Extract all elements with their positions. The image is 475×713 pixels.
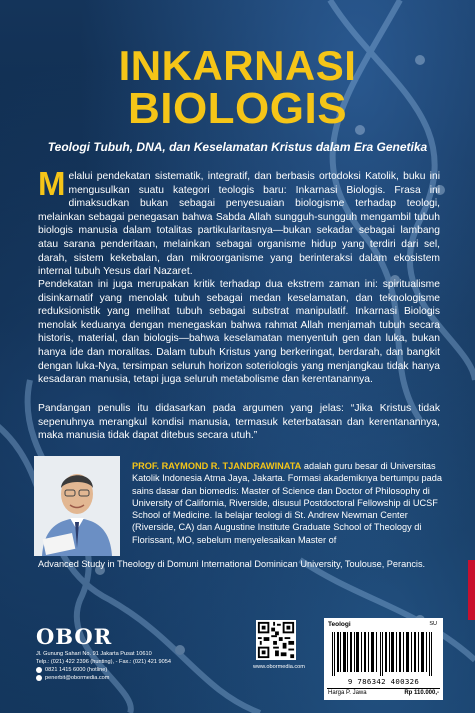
mail-icon	[36, 675, 42, 681]
title-line-1: INKARNASI	[118, 42, 357, 89]
isbn-digits: 9 786342 400326	[347, 677, 420, 686]
drop-cap: M	[38, 165, 66, 202]
title-line-2: BIOLOGIS	[127, 84, 348, 133]
publisher-email	[36, 674, 246, 682]
publisher-logo: OBOR	[36, 624, 113, 649]
paragraph-1-text: elalui pendekatan sistematik, integratif, dan berbasis ortodoksi Katolik, buku ini mengusulkan suatu kategori teologis baru: Inkarnasi Biologis. Frasa ini dimaksudkan bukan sebagai penyesuaian biologisme terhadap teologi, melainkan sebagai penegasan bahwa Sabda Allah sungguh-sungguh mengambil tubuh biologis manusia dalam totalitas partikularitasnya—bukan sekadar sebagai lambang atau sarana penderitaan, melainkan sebagai organisme hidup yang terdiri dari sel, darah, sistem kekebalan, dan mikroorganisme yang berinteraksi dalam ekosistem internal tubuh Yesus dari Nazaret.	[38, 171, 440, 278]
address-text: Jl. Gunung Sahari No. 91 Jakarta Pusat 10610	[36, 651, 152, 657]
price-label: Harga P. Jawa	[328, 690, 367, 696]
website-url: www.obormedia.com	[253, 664, 305, 670]
author-name: PROF. RAYMOND R. TJANDRAWINATA	[132, 461, 302, 471]
barcode-panel	[324, 618, 443, 700]
author-bio	[132, 460, 442, 546]
author-bio-continued: Advanced Study in Theology di Domuni International Dominican University, Toulouse, Perancis.	[38, 559, 426, 569]
publisher-hotline	[36, 666, 246, 674]
blurb-paragraph-1	[38, 165, 440, 279]
publisher-address	[36, 650, 246, 658]
category-code: SU	[429, 621, 437, 627]
book-category: Teologi	[328, 621, 351, 628]
qr-code	[256, 620, 296, 660]
author-bio-text: adalah guru besar di Universitas Katolik Indonesia Atma Jaya, Jakarta. Formasi akademiknya bertumpu pada sains dasar dan biomedis: Master of Science dan Doctor of Philosophy di University of California, Riverside, disusul Postdoctoral Fellowship di UCSF School of Medicine. Ia belajar teologi di St. Andrew Newman Center (Riverside, CA) dan Augustine Institute Graduate School of Theology di Florissant, MO, sebelum menyelesaikan Master of	[132, 461, 442, 545]
blurb-paragraph-3: Pandangan penulis itu didasarkan pada argumen yang jelas: “Jika Kristus tidak sepenuhnya merangkul kondisi manusia, termasuk keterbatasan dan kerentanannya, maka manusia tidak dapat ditebus secara utuh.”	[38, 403, 440, 442]
email-text: penerbit@obormedia.com	[45, 675, 110, 681]
phone-icon	[36, 667, 42, 673]
subtitle: Teologi Tubuh, DNA, dan Keselamatan Kristus dalam Era Genetika	[47, 140, 428, 154]
author-photo	[34, 456, 120, 556]
price-value: Rp 110.000,-	[404, 690, 439, 696]
blurb-paragraph-2: Pendekatan ini juga merupakan kritik terhadap dua ekstrem zaman ini: spiritualisme disinkarnatif yang menolak tubuh sebagai medan keselamatan, dan teknologisme reduksionistik yang melihat tubuh sebagai substrat manipulatif. Inkarnasi Biologis menolak keduanya dengan menegaskan bahwa rahmat Allah menjamah tubuh secara historis, material, dan biologis—bahwa keselamatan menyentuh gen dan luka, bukan hanya ide dan moralitas. Dalam tubuh Kristus yang berkeringat, berdarah, dan bangkit dengan luka-Nya, tersimpan seluruh horizon soteriologis yang menjangkau tidak hanya kesadaran manusia, tetapi juga seluruh metabolisme dan kerentanannya.	[38, 279, 440, 386]
red-spine-accent	[468, 560, 475, 620]
phone-text: Telp.: (021) 422 2396 (hunting), - Fax.: (021) 421 9054	[36, 659, 171, 665]
publisher-info	[36, 650, 246, 682]
publisher-phone	[36, 658, 246, 666]
price-row	[327, 688, 440, 698]
barcode-bars	[328, 632, 436, 676]
hotline-text: 0821 1415 6000 (hotline)	[45, 667, 108, 673]
